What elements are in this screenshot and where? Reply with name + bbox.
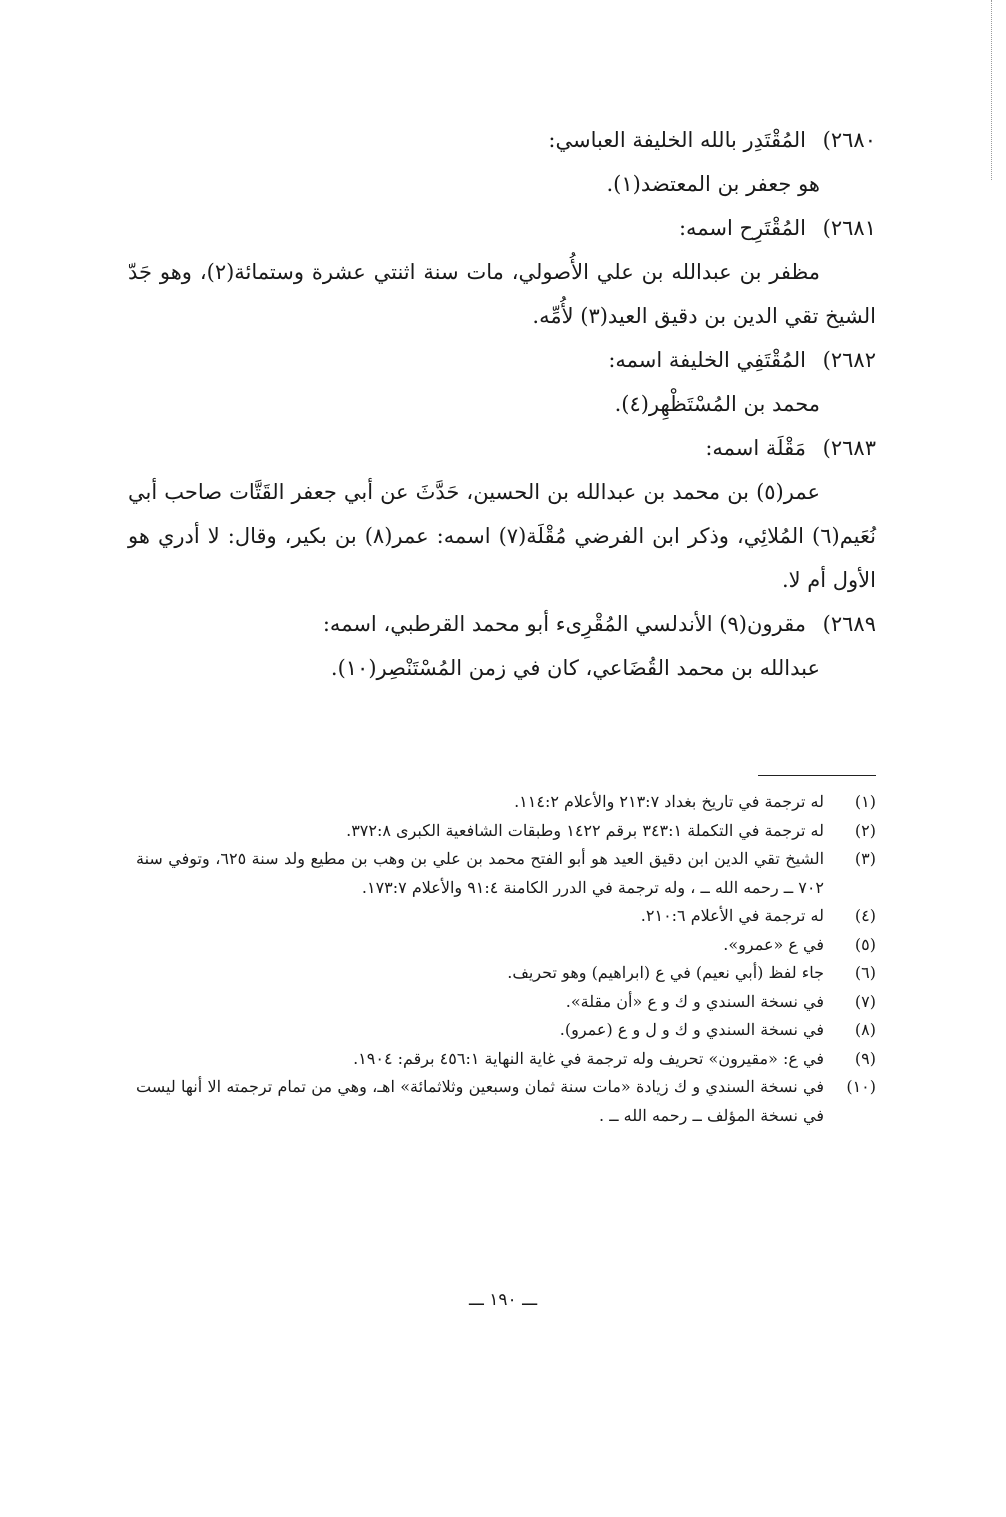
footnote-text: في نسخة السندي و ك و ع «أن مقلة». bbox=[565, 991, 824, 1011]
footnote-10 bbox=[136, 1073, 876, 1130]
entry-title: المُقْتَفِي الخليفة اسمه: bbox=[608, 348, 806, 372]
entry-2683 bbox=[128, 426, 876, 602]
footnote-text: في ع: «مقيرون» تحريف وله ترجمة في غاية النهاية ٤٥٦:١ برقم: ١٩٠٤. bbox=[353, 1048, 824, 1068]
footnote-number: (١) bbox=[854, 792, 876, 811]
entry-body: عبدالله بن محمد القُضَاعي، كان في زمن المُسْتَنْصِر(١٠). bbox=[330, 656, 820, 680]
footnote-5 bbox=[136, 931, 876, 960]
entry-heading bbox=[128, 426, 876, 470]
footnote-number: (٦) bbox=[854, 963, 876, 982]
entry-number: ٢٦٨٢) bbox=[822, 348, 876, 372]
footnote-text: له ترجمة في التكملة ٣٤٣:١ برقم ١٤٢٢ وطبقات الشافعية الكبرى ٣٧٢:٨. bbox=[346, 820, 824, 840]
main-text bbox=[128, 118, 876, 690]
footnote-text: له ترجمة في الأعلام ٢١٠:٦. bbox=[640, 906, 824, 925]
footnote-number: (٩) bbox=[854, 1048, 876, 1068]
footnote-text: في ع «عمرو». bbox=[723, 934, 824, 954]
footnote-4 bbox=[136, 902, 876, 931]
entry-2689 bbox=[128, 602, 876, 690]
entry-title: مقرون(٩) الأندلسي المُقْرِىء أبو محمد القرطبي، اسمه: bbox=[322, 612, 806, 636]
entry-body: هو جعفر بن المعتضد(١). bbox=[606, 172, 820, 196]
footnote-number: (١٠) bbox=[846, 1077, 876, 1096]
entry-heading bbox=[128, 338, 876, 382]
footnote-8 bbox=[136, 1016, 876, 1045]
footnote-number: (٣) bbox=[854, 849, 876, 868]
entry-title: المُقْتَدِر بالله الخليفة العباسي: bbox=[548, 128, 806, 152]
page-edge-line bbox=[990, 0, 992, 180]
footnote-text: في نسخة السندي و ك زيادة «مات سنة ثمان وسبعين وثلاثمائة» اهـ، وهي من تمام ترجمته الا أنها ليست في نسخة المؤلف ــ رحمه الله ــ . bbox=[136, 1077, 825, 1125]
entry-2681 bbox=[128, 206, 876, 338]
footnote-number: (٧) bbox=[854, 991, 876, 1011]
entry-number: ٢٦٨٠) bbox=[822, 128, 876, 152]
entry-2680 bbox=[128, 118, 876, 206]
footnote-number: (٢) bbox=[854, 820, 876, 840]
footnote-7 bbox=[136, 988, 876, 1017]
entry-title: مَقْلَة اسمه: bbox=[705, 436, 806, 460]
footnote-text: الشيخ تقي الدين ابن دقيق العيد هو أبو الفتح محمد بن علي بن وهب بن مطيع ولد سنة ٦٢٥، وتوفي سنة ٧٠٢ ــ رحمه الله ــ ، وله ترجمة في الدرر الكامنة ٩١:٤ والأعلام ١٧٣:٧. bbox=[136, 849, 825, 897]
footnote-text: جاء لفظ (أبي نعيم) في ع (ابراهيم) وهو تحريف. bbox=[507, 963, 824, 982]
footnote-text: له ترجمة في تاريخ بغداد ٢١٣:٧ والأعلام ١١٤:٢. bbox=[514, 792, 824, 811]
entry-number: ٢٦٨١) bbox=[822, 216, 876, 240]
footnote-1 bbox=[136, 788, 876, 817]
footnote-6 bbox=[136, 959, 876, 988]
entry-number: ٢٦٨٩) bbox=[822, 612, 876, 636]
entry-heading bbox=[128, 206, 876, 250]
footnote-2 bbox=[136, 817, 876, 846]
entry-heading bbox=[128, 118, 876, 162]
footnote-3 bbox=[136, 845, 876, 902]
footnote-number: (٤) bbox=[854, 906, 876, 925]
entry-number: ٢٦٨٣) bbox=[822, 436, 876, 460]
footnote-separator bbox=[758, 775, 876, 776]
entry-title: المُقْتَرِح اسمه: bbox=[678, 216, 806, 240]
footnote-9 bbox=[136, 1045, 876, 1074]
entry-body: مظفر بن عبدالله بن علي الأُصولي، مات سنة اثنتي عشرة وستمائة(٢)، وهو جَدّ الشيخ تقي الدين بن دقيق العيد(٣) لأُمِّه. bbox=[128, 260, 876, 328]
entry-body: محمد بن المُسْتَظْهِر(٤). bbox=[614, 392, 820, 416]
footnote-number: (٥) bbox=[854, 934, 876, 954]
page-number: ـــ ١٩٠ ـــ bbox=[468, 1290, 538, 1310]
footnote-number: (٨) bbox=[854, 1020, 876, 1039]
entry-body: عمر(٥) بن محمد بن عبدالله بن الحسين، حَدَّثَ عن أبي جعفر القَتَّات صاحب أبي نُعَيم(٦) المُلائِي، وذكر ابن الفرضي مُقْلَة(٧) اسمه: عمر(٨) بن بكير، وقال: لا أدري هو الأول أم لا. bbox=[128, 480, 876, 592]
entry-heading bbox=[128, 602, 876, 646]
footnote-text: في نسخة السندي و ك و ل و ع (عمرو). bbox=[559, 1020, 824, 1039]
entry-2682 bbox=[128, 338, 876, 426]
footnotes-section bbox=[136, 775, 876, 1130]
